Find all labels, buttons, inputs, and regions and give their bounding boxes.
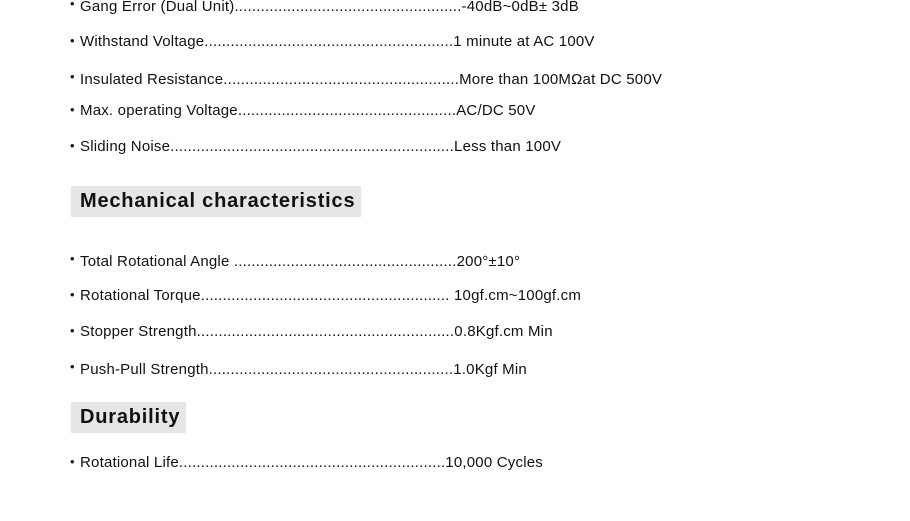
spec-text: Gang Error (Dual Unit)....................................................-40dB~0dB± 3dB <box>80 0 579 15</box>
spec-rotational-life <box>70 453 543 472</box>
spec-gang-error <box>70 0 579 16</box>
spec-push-pull-strength <box>70 358 527 379</box>
spec-insulated-resistance <box>70 68 662 89</box>
bullet-icon: • <box>70 359 75 374</box>
bullet-icon: • <box>70 138 75 153</box>
spec-max-operating-voltage <box>70 101 536 120</box>
bullet-icon: • <box>70 287 75 302</box>
bullet-icon: • <box>70 251 75 266</box>
bullet-icon: • <box>70 102 75 117</box>
bullet-icon: • <box>70 69 75 84</box>
section-heading-mechanical: Mechanical characteristics <box>71 186 361 217</box>
section-heading-durability: Durability <box>71 402 186 433</box>
spec-rotational-torque <box>70 286 581 305</box>
spec-text: Push-Pull Strength........................................................1.0Kgf Min <box>80 361 527 378</box>
bullet-icon: • <box>70 0 75 11</box>
spec-text: Insulated Resistance......................................................More than 100MΩat DC 500V <box>80 71 663 88</box>
spec-text: Withstand Voltage.........................................................1 minute at AC 100V <box>80 33 595 50</box>
spec-text: Rotational Torque......................................................... 10gf.cm~100gf.cm <box>80 287 582 304</box>
spec-text: Total Rotational Angle ...................................................200°±10° <box>80 253 521 270</box>
bullet-icon: • <box>70 33 75 48</box>
spec-text: Max. operating Voltage..................................................AC/DC 50V <box>80 102 536 119</box>
spec-sliding-noise <box>70 137 561 156</box>
spec-text: Stopper Strength...........................................................0.8Kgf.cm Min <box>80 323 553 340</box>
spec-stopper-strength <box>70 322 553 341</box>
spec-text: Rotational Life.............................................................10,000 Cycles <box>80 454 543 471</box>
bullet-icon: • <box>70 323 75 338</box>
spec-total-rotational-angle <box>70 250 520 271</box>
spec-text: Sliding Noise.................................................................Less than 100V <box>80 138 562 155</box>
spec-withstand-voltage <box>70 32 595 51</box>
bullet-icon: • <box>70 454 75 469</box>
